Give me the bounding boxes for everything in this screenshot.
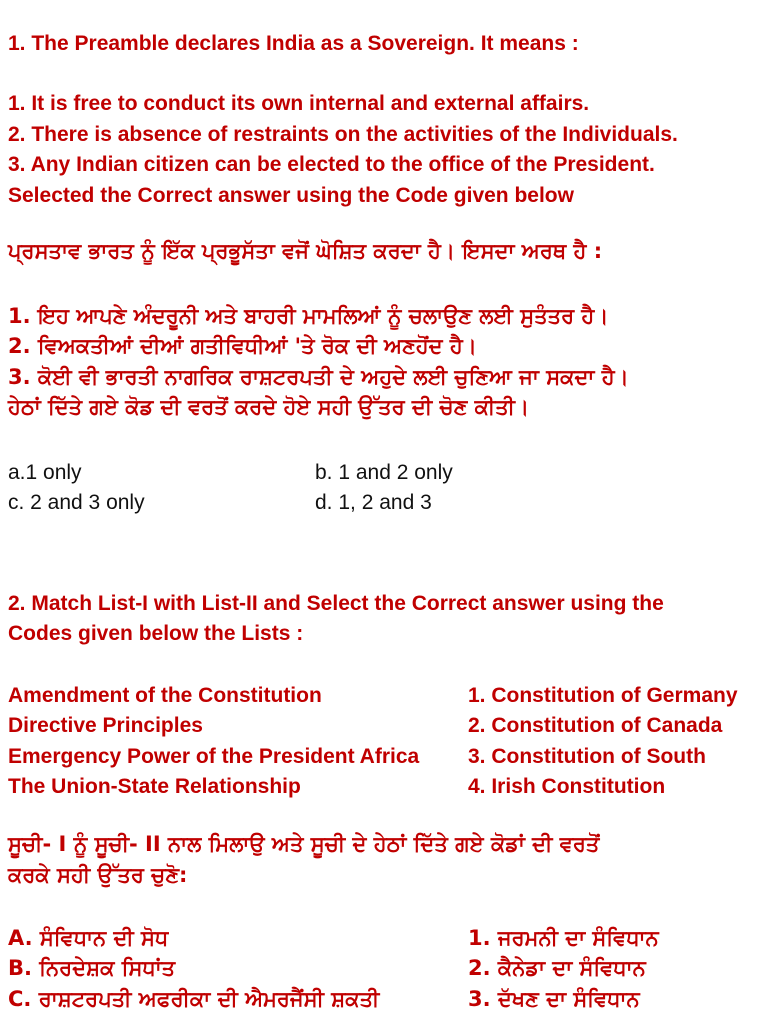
q2-list2-item-2: 2. Constitution of Canada: [468, 714, 723, 737]
q1-option-d: d. 1, 2 and 3: [315, 491, 432, 514]
q2-list1-item-1: Amendment of the Constitution: [8, 684, 322, 707]
q1-option-a: a.1 only: [8, 461, 82, 484]
q2-punjabi-question-line-2: ਕਰਕੇ ਸਹੀ ਉੱਤਰ ਚੁਣੋ:: [8, 863, 188, 887]
q1-punjabi-statement-2: 2. ਵਿਅਕਤੀਆਂ ਦੀਆਂ ਗਤੀਵਿਧੀਆਂ 'ਤੇ ਰੋਕ ਦੀ ਅਣਹੋਂਦ ਹੈ।: [8, 334, 477, 358]
q1-statement-2: 2. There is absence of restraints on the activities of the Individuals.: [8, 123, 678, 146]
q1-punjabi-statement-1: 1. ਇਹ ਆਪਣੇ ਅੰਦਰੂਨੀ ਅਤੇ ਬਾਹਰੀ ਮਾਮਲਿਆਂ ਨੂੰ ਚਲਾਉਣ ਲਈ ਸੁਤੰਤਰ ਹੈ।: [8, 304, 609, 328]
q1-instruction: Selected the Correct answer using the Code given below: [8, 184, 574, 207]
q2-question-line-2: Codes given below the Lists :: [8, 622, 304, 645]
q2-punjabi-list1-item-2: B. ਨਿਰਦੇਸ਼ਕ ਸਿਧਾਂਤ: [8, 956, 176, 980]
q2-punjabi-list2-item-3: 3. ਦੱਖਣ ਦਾ ਸੰਵਿਧਾਨ: [468, 987, 640, 1011]
q2-list2-item-1: 1. Constitution of Germany: [468, 684, 738, 707]
q2-punjabi-list2-item-1: 1. ਜਰਮਨੀ ਦਾ ਸੰਵਿਧਾਨ: [468, 926, 659, 950]
q2-list2-item-3: 3. Constitution of South: [468, 745, 706, 768]
q2-punjabi-question-line-1: ਸੂਚੀ- I ਨੂੰ ਸੂਚੀ- II ਨਾਲ ਮਿਲਾਉ ਅਤੇ ਸੂਚੀ ਦੇ ਹੇਠਾਂ ਦਿੱਤੇ ਗਏ ਕੋਡਾਂ ਦੀ ਵਰਤੋਂ: [8, 832, 600, 856]
q2-list2-item-4: 4. Irish Constitution: [468, 775, 666, 798]
q2-list1-item-2: Directive Principles: [8, 714, 203, 737]
q2-punjabi-list1-item-1: A. ਸੰਵਿਧਾਨ ਦੀ ਸੋਧ: [8, 926, 169, 950]
q1-statement-3: 3. Any Indian citizen can be elected to the office of the President.: [8, 153, 655, 176]
q1-punjabi-instruction: ਹੇਠਾਂ ਦਿੱਤੇ ਗਏ ਕੋਡ ਦੀ ਵਰਤੋਂ ਕਰਦੇ ਹੋਏ ਸਹੀ ਉੱਤਰ ਦੀ ਚੋਣ ਕੀਤੀ।: [8, 395, 530, 419]
q1-option-b: b. 1 and 2 only: [315, 461, 453, 484]
q1-question: 1. The Preamble declares India as a Sovereign. It means :: [8, 32, 579, 55]
q1-option-c: c. 2 and 3 only: [8, 491, 145, 514]
q2-list1-item-4: The Union-State Relationship: [8, 775, 301, 798]
q1-punjabi-question: ਪ੍ਰਸਤਾਵ ਭਾਰਤ ਨੂੰ ਇੱਕ ਪ੍ਰਭੂਸੱਤਾ ਵਜੋਂ ਘੋਸ਼ਿਤ ਕਰਦਾ ਹੈ। ਇਸਦਾ ਅਰਥ ਹੈ :: [8, 239, 603, 263]
q1-statement-1: 1. It is free to conduct its own internal and external affairs.: [8, 92, 590, 115]
q2-punjabi-list2-item-2: 2. ਕੈਨੇਡਾ ਦਾ ਸੰਵਿਧਾਨ: [468, 956, 646, 980]
q2-list1-item-3: Emergency Power of the President Africa: [8, 745, 420, 768]
q1-punjabi-statement-3: 3. ਕੋਈ ਵੀ ਭਾਰਤੀ ਨਾਗਰਿਕ ਰਾਸ਼ਟਰਪਤੀ ਦੇ ਅਹੁਦੇ ਲਈ ਚੁਣਿਆ ਜਾ ਸਕਦਾ ਹੈ।: [8, 365, 629, 389]
q2-punjabi-list1-item-3: C. ਰਾਸ਼ਟਰਪਤੀ ਅਫਰੀਕਾ ਦੀ ਐਮਰਜੈਂਸੀ ਸ਼ਕਤੀ: [8, 987, 380, 1011]
q2-question-line-1: 2. Match List-I with List-II and Select the Correct answer using the: [8, 592, 664, 615]
